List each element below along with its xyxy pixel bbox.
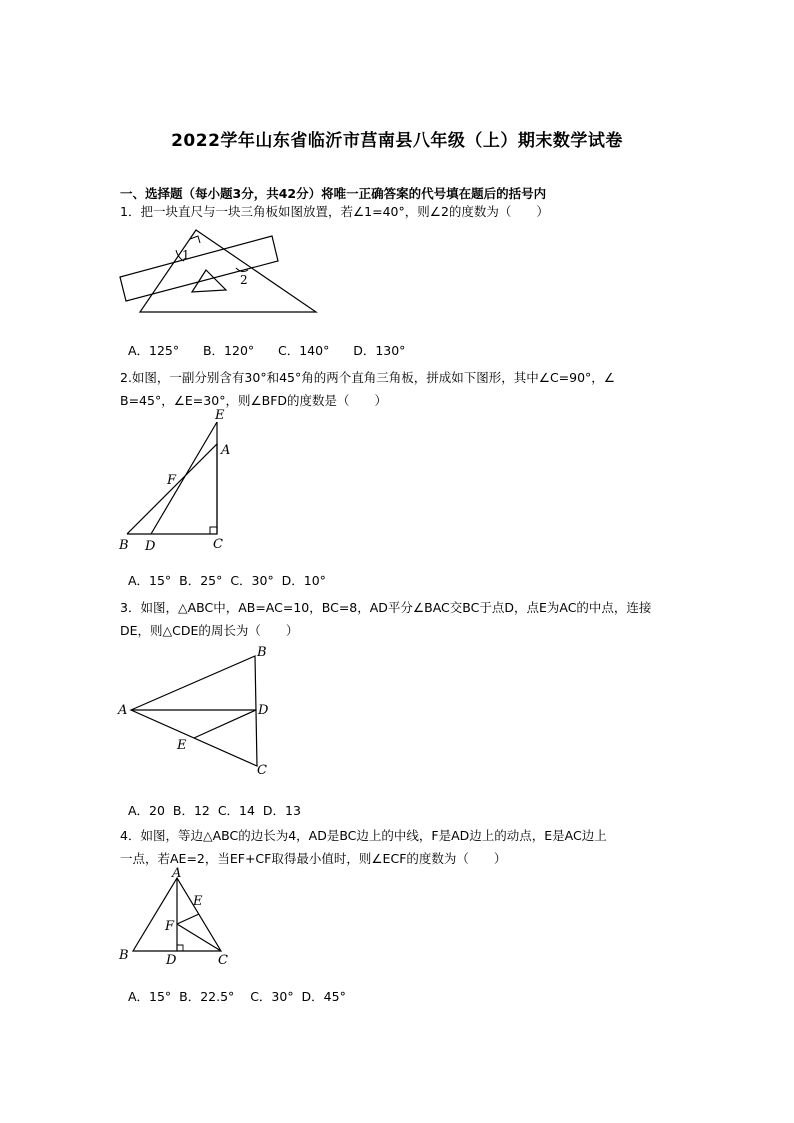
label-d: D (166, 953, 177, 968)
line-ed (151, 422, 217, 534)
line-de (194, 710, 256, 738)
question-3-options (120, 786, 301, 819)
label-f: F (167, 473, 177, 488)
angle-2-label: 2 (240, 273, 248, 287)
option-a[interactable]: A．125° (127, 343, 180, 358)
option-b[interactable]: B．12 (172, 803, 210, 818)
label-d: D (145, 539, 156, 554)
option-c[interactable]: C．30° (230, 573, 274, 588)
question-3-line-2: DE，则△CDE的周长为（ ） (120, 623, 299, 638)
label-e: E (193, 894, 203, 909)
section-heading: 一、选择题（每小题3分，共42分）将唯一正确答案的代号填在题后的括号内 (120, 186, 547, 201)
option-b[interactable]: B．120° (202, 343, 255, 358)
question-3-figure (115, 642, 280, 778)
question-4-text (120, 824, 680, 870)
label-c: C (213, 537, 223, 552)
question-4-figure (115, 866, 240, 970)
line-fc (177, 924, 221, 951)
triangle-abc-shape (131, 656, 257, 766)
question-2-figure (115, 406, 245, 556)
question-4-options (120, 972, 346, 1005)
line-fe (177, 914, 199, 924)
question-3-line-1: 3．如图，△ABC中，AB=AC=10，BC=8，AD平分∠BAC交BC于点D，点E为AC的中点，连接 (120, 600, 652, 615)
label-b: B (119, 538, 129, 553)
label-a: A (172, 866, 182, 881)
question-4-line-1: 4．如图，等边△ABC的边长为4，AD是BC边上的中线，F是AD边上的动点，E是AC边上 (120, 828, 607, 843)
question-3-text (120, 596, 680, 642)
option-b[interactable]: B．22.5° (179, 989, 235, 1004)
option-d[interactable]: D．13 (262, 803, 301, 818)
question-2-options (120, 556, 326, 589)
label-d: D (258, 703, 269, 718)
question-1-figure (118, 228, 328, 318)
label-a: A (118, 703, 128, 718)
option-a[interactable]: A．15° (127, 989, 172, 1004)
label-a: A (221, 443, 231, 458)
label-e: E (215, 408, 225, 423)
question-1-text: 1．把一块直尺与一块三角板如图放置，若∠1=40°，则∠2的度数为（ ） (120, 204, 549, 219)
option-a[interactable]: A．15° (127, 573, 172, 588)
label-c: C (218, 953, 228, 968)
question-4-line-2: 一点，若AE=2，当EF+CF取得最小值时，则∠ECF的度数为（ ） (120, 851, 507, 866)
option-d[interactable]: D．45° (301, 989, 346, 1004)
question-1-options (120, 326, 405, 359)
option-c[interactable]: C．14 (217, 803, 255, 818)
option-c[interactable]: C．140° (278, 343, 330, 358)
option-a[interactable]: A．20 (127, 803, 165, 818)
option-d[interactable]: D．10° (281, 573, 326, 588)
option-d[interactable]: D．130° (353, 343, 406, 358)
label-c: C (257, 763, 267, 778)
option-b[interactable]: B．25° (179, 573, 223, 588)
label-b: B (257, 645, 267, 660)
angle-1-label: 1 (182, 248, 190, 262)
label-e: E (177, 738, 187, 753)
question-2-line-1: 2.如图，一副分别含有30°和45°角的两个直角三角板，拼成如下图形，其中∠C=90°，∠ (120, 370, 616, 385)
page-title: 2022学年山东省临沂市莒南县八年级（上）期末数学试卷 (171, 131, 623, 151)
label-f: F (165, 919, 175, 934)
label-b: B (119, 948, 129, 963)
option-c[interactable]: C．30° (250, 989, 294, 1004)
triangle-45-shape (127, 444, 217, 534)
question-2-line-2: B=45°，∠E=30°，则∠BFD的度数是（ ） (120, 393, 388, 408)
